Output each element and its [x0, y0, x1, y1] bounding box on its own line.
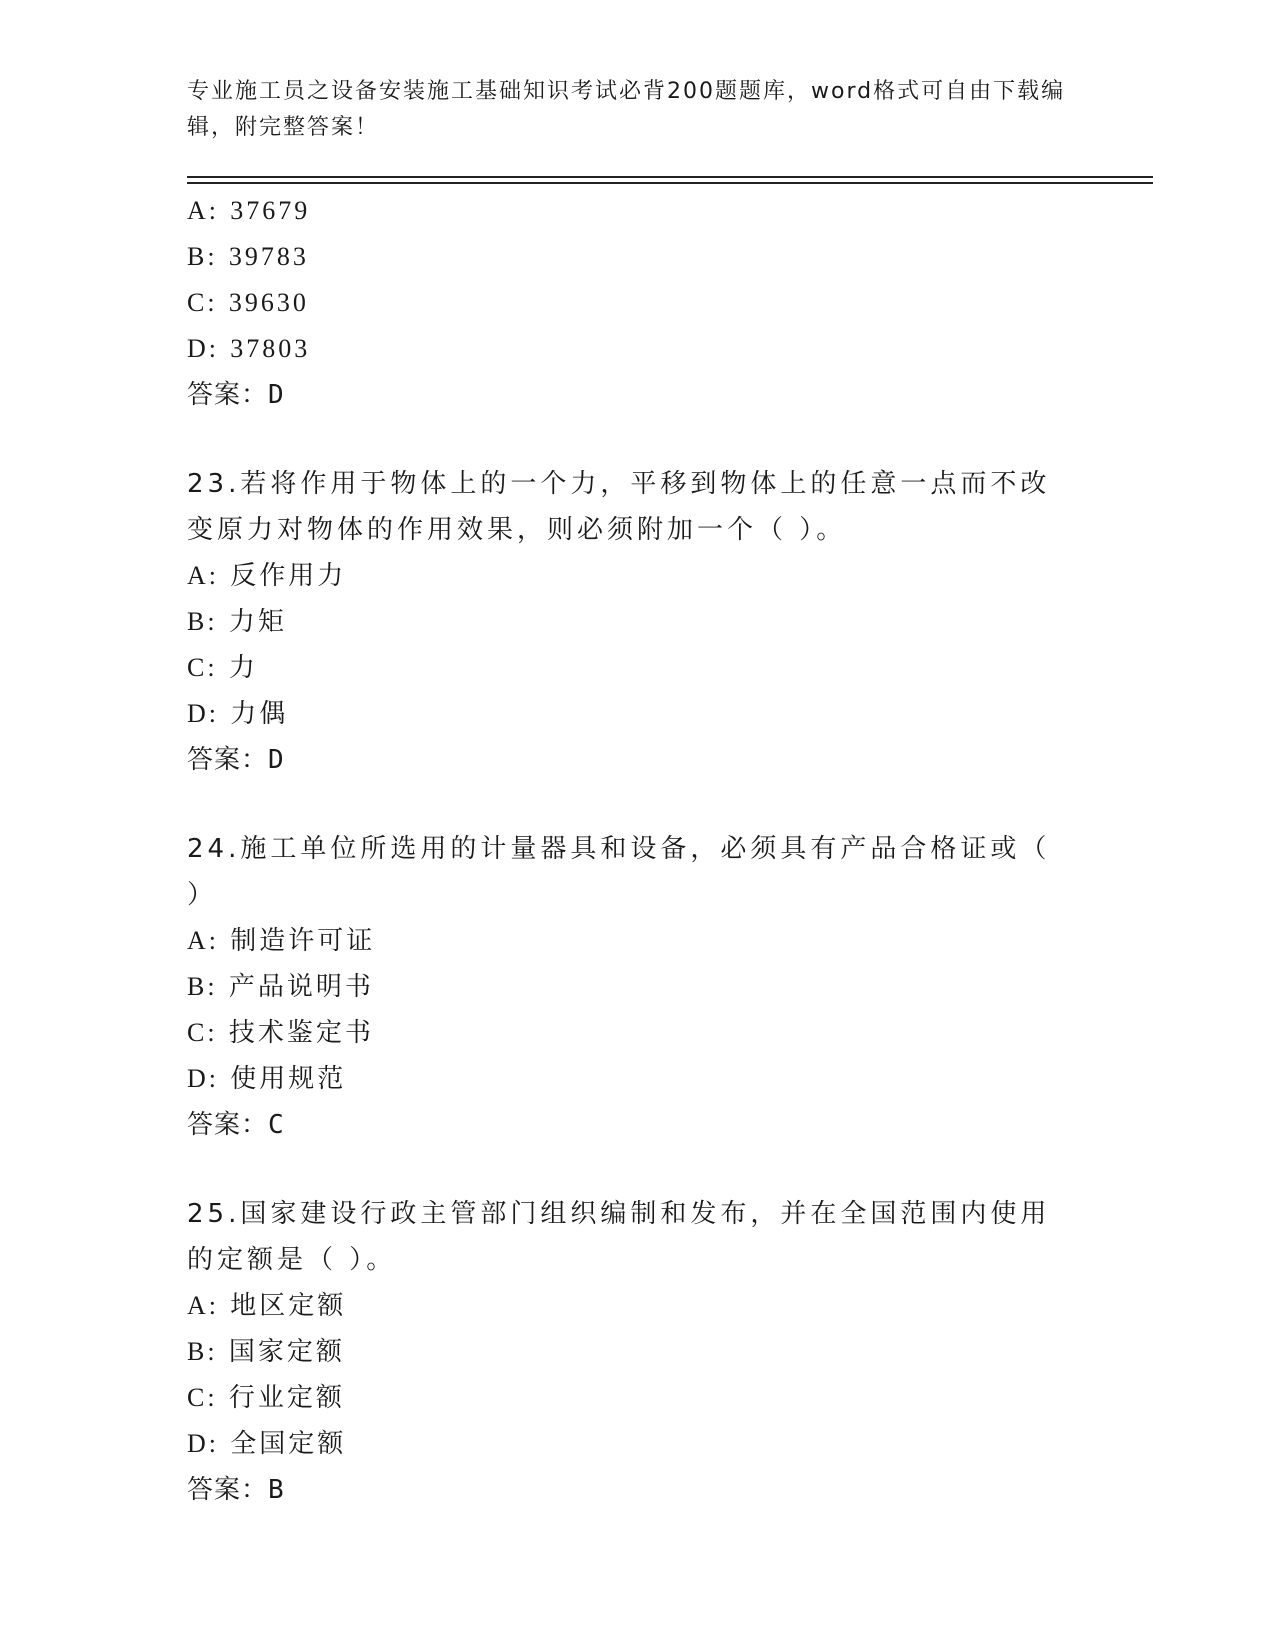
- question-22: [187, 188, 1087, 418]
- answer-value: D: [268, 745, 285, 775]
- answer-value: C: [268, 1110, 285, 1140]
- answer-label: 答案：: [187, 1110, 269, 1140]
- option-c: C: 行业定额: [187, 1383, 345, 1413]
- answer-line: [187, 1467, 1087, 1513]
- question-24: [187, 826, 1087, 1148]
- option-b: B: 产品说明书: [187, 972, 374, 1002]
- option-d: D: 使用规范: [187, 1064, 347, 1094]
- option-b: B: 国家定额: [187, 1337, 345, 1367]
- answer-label: 答案：: [187, 380, 269, 410]
- question-stem: 24.施工单位所选用的计量器具和设备，必须具有产品合格证或（ ）: [187, 834, 1051, 910]
- answer-label: 答案：: [187, 1475, 269, 1505]
- option-a: A: 反作用力: [187, 561, 347, 591]
- question-25: [187, 1191, 1087, 1513]
- option-b: B: 39783: [187, 242, 309, 271]
- answer-label: 答案：: [187, 745, 269, 775]
- answer-value: B: [268, 1475, 285, 1505]
- option-d: D: 力偶: [187, 699, 289, 729]
- header-divider-bottom: [187, 182, 1153, 184]
- option-c: C: 力: [187, 653, 258, 683]
- question-stem: 23.若将作用于物体上的一个力，平移到物体上的任意一点而不改变原力对物体的作用效果，则必须附加一个（ ）。: [187, 469, 1051, 545]
- answer-line: [187, 372, 1087, 418]
- document-header: 专业施工员之设备安装施工基础知识考试必背200题题库，word格式可自由下载编辑，附完整答案！: [187, 79, 1066, 140]
- answer-line: [187, 1102, 1087, 1148]
- option-d: D: 全国定额: [187, 1429, 347, 1459]
- answer-value: D: [268, 380, 285, 410]
- question-list: [187, 188, 1087, 1513]
- option-c: C: 39630: [187, 288, 309, 317]
- option-c: C: 技术鉴定书: [187, 1018, 374, 1048]
- answer-line: [187, 737, 1087, 783]
- header-divider-top: [187, 176, 1153, 178]
- option-a: A: 制造许可证: [187, 926, 376, 956]
- question-23: [187, 461, 1087, 783]
- option-a: A: 37679: [187, 196, 311, 225]
- option-a: A: 地区定额: [187, 1291, 347, 1321]
- option-d: D: 37803: [187, 334, 311, 363]
- option-b: B: 力矩: [187, 607, 287, 637]
- question-stem: 25.国家建设行政主管部门组织编制和发布，并在全国范围内使用的定额是（ ）。: [187, 1199, 1051, 1275]
